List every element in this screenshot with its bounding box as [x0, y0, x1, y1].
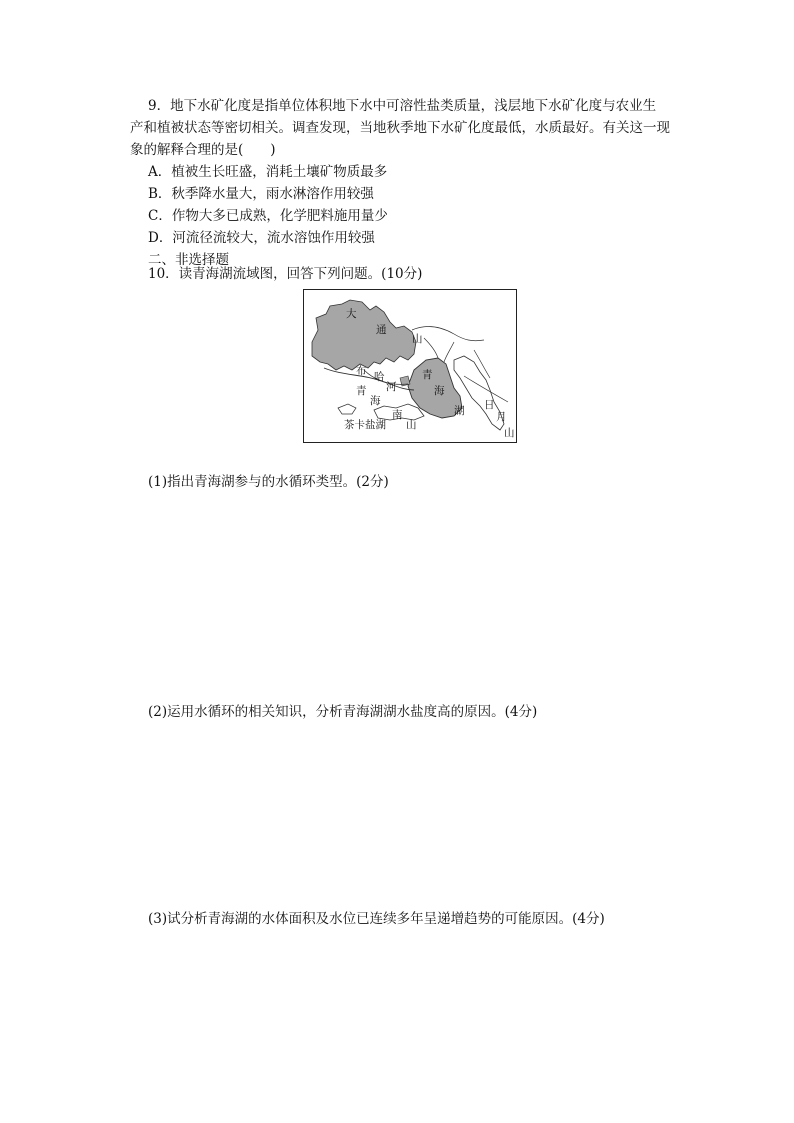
label-shan-3: 山 — [504, 427, 515, 439]
label-ri: 日 — [484, 399, 495, 411]
tributary-line-2 — [424, 338, 438, 358]
map-drawing — [304, 290, 516, 442]
label-shan-1: 山 — [412, 333, 423, 345]
label-chaka-lake: 茶卡盐湖 — [344, 419, 386, 431]
label-bu: 布 — [356, 365, 367, 377]
q9-option-a: A．植被生长旺盛，消耗土壤矿物质最多 — [148, 164, 388, 180]
section-heading: 二、非选择题 — [148, 252, 229, 268]
q10-stem: 10．读青海湖流域图，回答下列问题。(10分) — [148, 266, 423, 282]
datong-mountain-shape — [312, 300, 416, 370]
label-hai-1: 海 — [370, 395, 381, 407]
label-yue: 月 — [496, 411, 507, 423]
north-ridge-line — [412, 327, 484, 341]
q9-stem-line2: 产和植被状态等密切相关。调查发现，当地秋季地下水矿化度最低，水质最好。有关这一现 — [130, 120, 670, 136]
q9-option-b: B．秋季降水量大，雨水淋溶作用较强 — [148, 186, 374, 202]
q9-stem-line3: 象的解释合理的是( ) — [130, 142, 276, 158]
qinghai-lake-basin-map — [303, 289, 517, 443]
q10-sub3: (3)试分析青海湖的水体面积及水位已连续多年呈递增趋势的可能原因。(4分) — [148, 911, 605, 927]
label-hai-2: 海 — [434, 385, 445, 397]
label-nan: 南 — [392, 409, 403, 421]
tributary-line-3 — [444, 342, 454, 362]
q9-option-c: C．作物大多已成熟，化学肥料施用量少 — [148, 208, 388, 224]
label-da: 大 — [346, 308, 357, 320]
label-he: 河 — [386, 381, 397, 393]
label-tong: 通 — [376, 324, 387, 336]
chaka-lake-shape — [338, 404, 356, 414]
label-qing-2: 青 — [422, 369, 433, 381]
label-qing-1: 青 — [356, 385, 367, 397]
label-shan-2: 山 — [406, 419, 417, 431]
q9-stem-line1: 9．地下水矿化度是指单位体积地下水中可溶性盐类质量，浅层地下水矿化度与农业生 — [148, 98, 657, 114]
q9-option-d: D．河流径流较大，流水溶蚀作用较强 — [148, 230, 375, 246]
label-ha: 哈 — [374, 371, 385, 383]
label-hu: 湖 — [454, 405, 465, 417]
q10-sub1: (1)指出青海湖参与的水循环类型。(2分) — [148, 474, 389, 490]
q10-sub2: (2)运用水循环的相关知识，分析青海湖湖水盐度高的原因。(4分) — [148, 704, 538, 720]
